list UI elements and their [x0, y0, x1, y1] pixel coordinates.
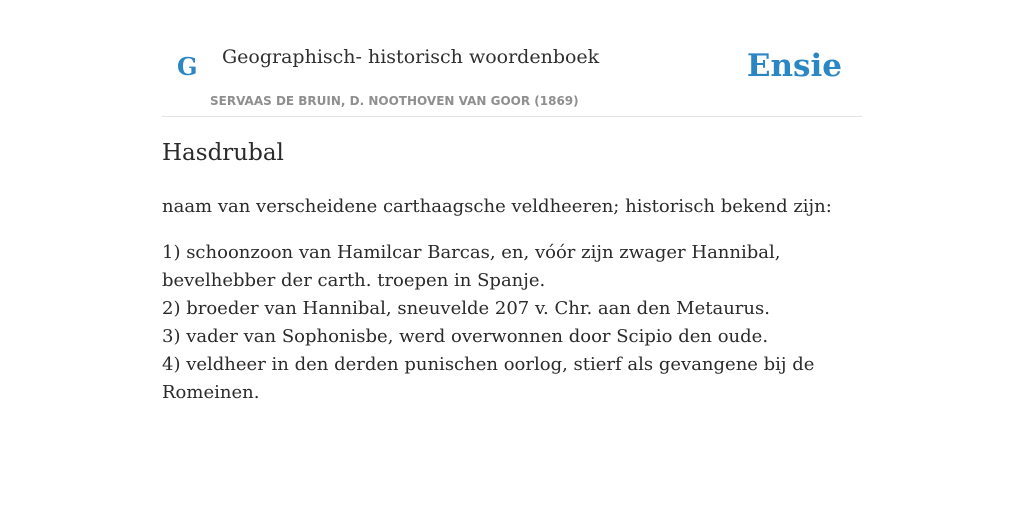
ensie-logo-link[interactable]: Ensie: [746, 48, 842, 84]
source-header: [162, 0, 862, 117]
book-title-link[interactable]: Geographisch- historisch woordenboek: [222, 46, 600, 68]
source-logo[interactable]: G: [177, 52, 198, 81]
definition-item-3: 3) vader van Sophonisbe, werd overwonnen door Scipio den oude.: [162, 326, 769, 347]
definition-item-2: 2) broeder van Hannibal, sneuvelde 207 v. Chr. aan den Metaurus.: [162, 298, 770, 319]
book-author: SERVAAS DE BRUIN, D. NOOTHOVEN VAN GOOR (1869): [210, 94, 579, 108]
definition-item-4: 4) veldheer in den derden punischen oorlog, stierf als gevangene bij de Romeinen.: [162, 354, 815, 403]
definition-item-1: 1) schoonzoon van Hamilcar Barcas, en, vóór zijn zwager Hannibal, bevelhebber der carth. troepen in Spanje.: [162, 242, 781, 291]
entry-title: Hasdrubal: [162, 140, 284, 166]
entry-intro: naam van verscheidene carthaagsche veldheeren; historisch bekend zijn:: [162, 196, 832, 217]
entry-definition-list: [162, 239, 862, 407]
